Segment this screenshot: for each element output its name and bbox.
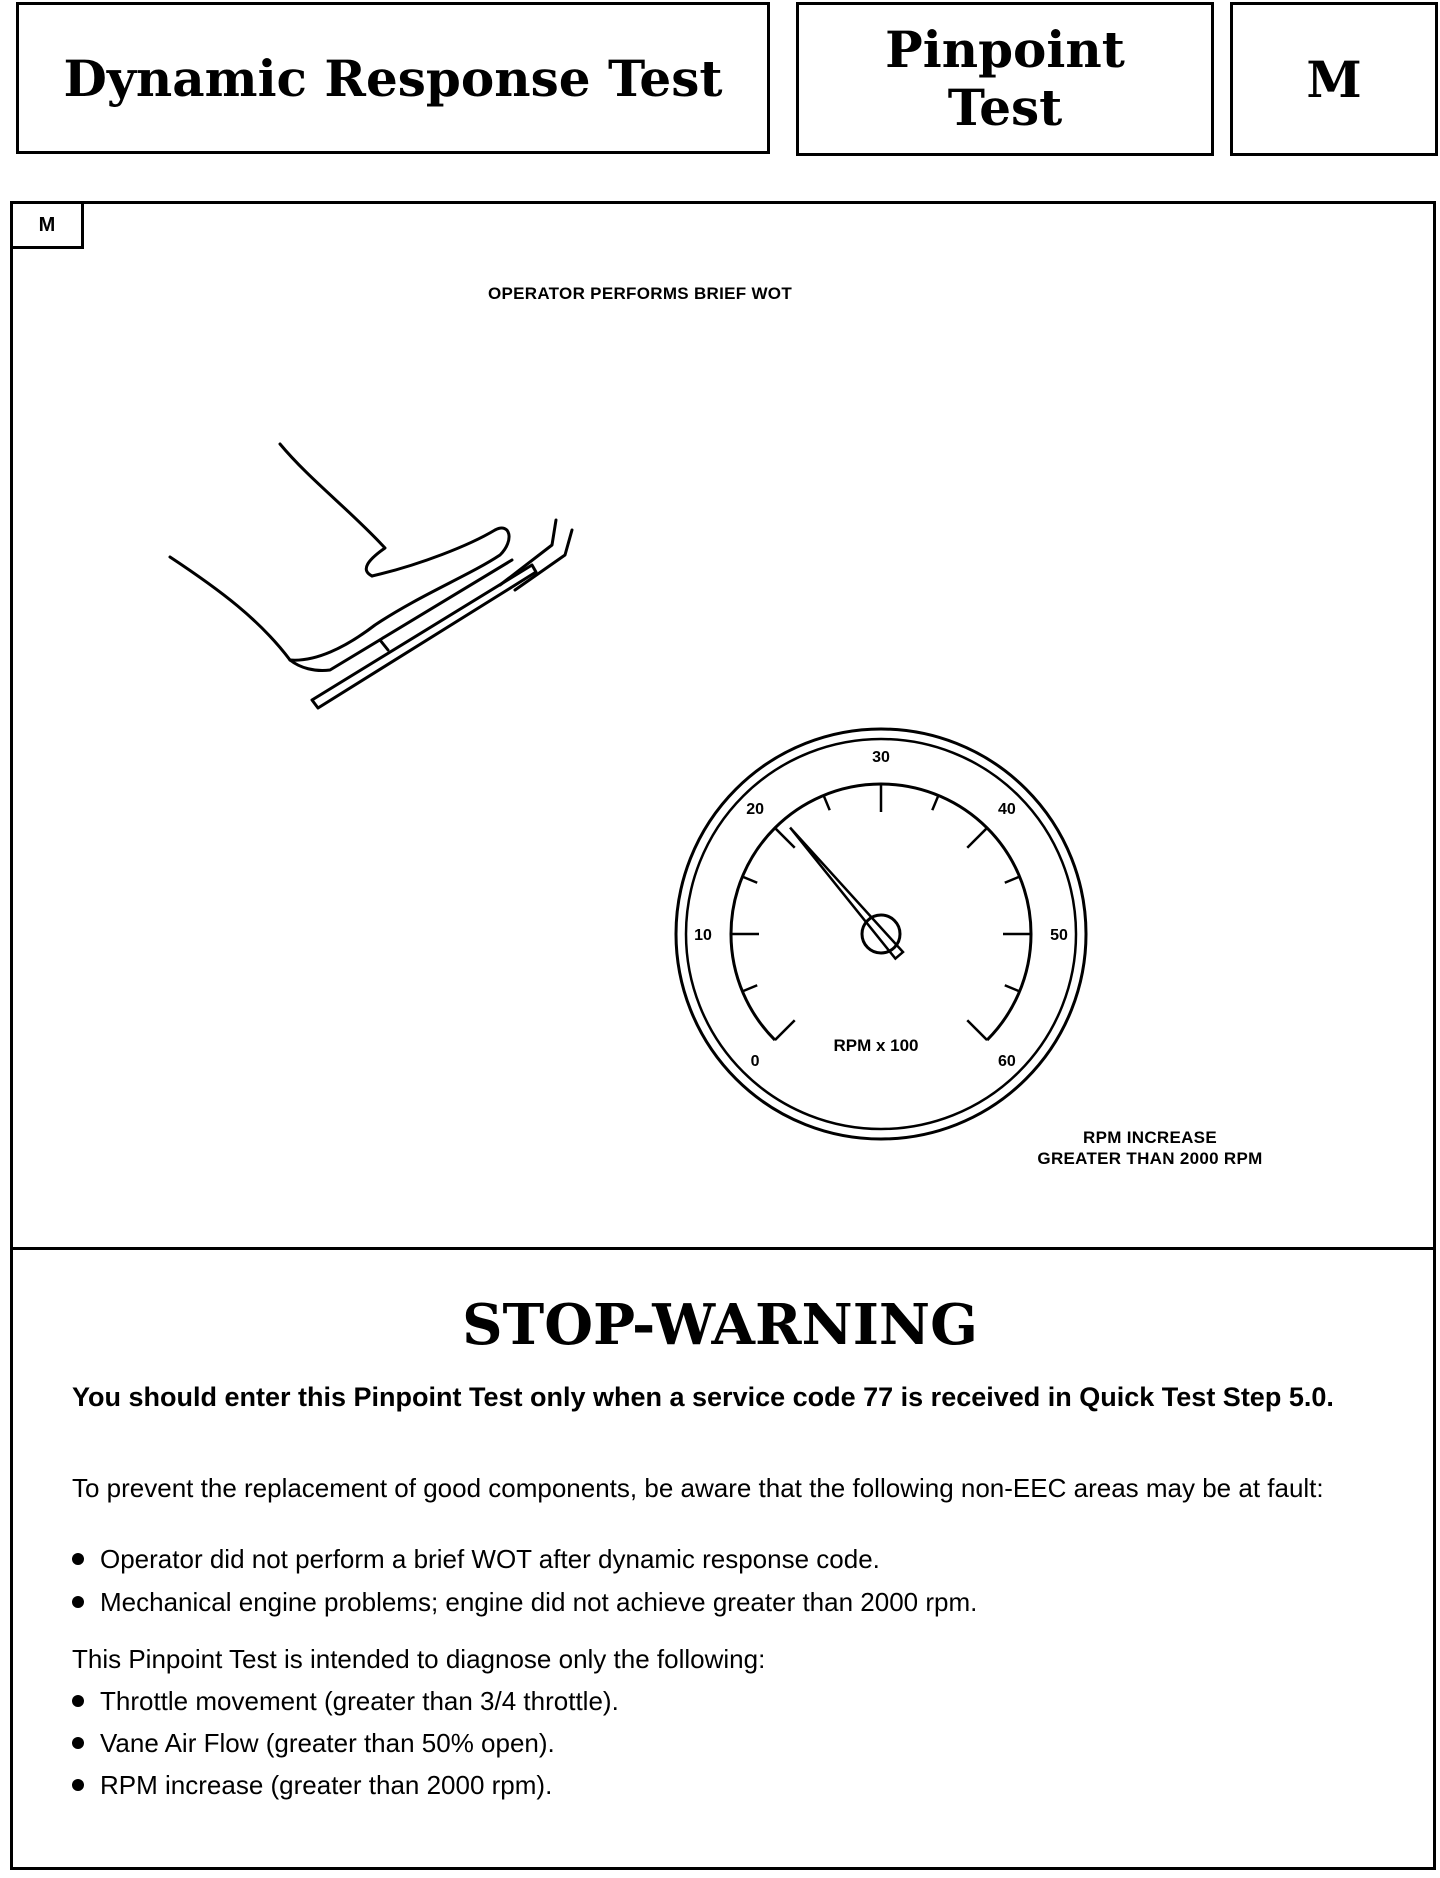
- list-item: [72, 1771, 552, 1800]
- bullet-icon: [72, 1779, 84, 1791]
- pedal-bar: [312, 565, 536, 708]
- pinpoint-label-line1: Pinpoint: [885, 20, 1125, 79]
- gauge-tick-label: 0: [750, 1052, 760, 1070]
- list-item: [72, 1588, 977, 1617]
- list-item-text: Mechanical engine problems; engine did not achieve greater than 2000 rpm.: [100, 1587, 978, 1617]
- gauge-tick-label: 50: [1050, 927, 1068, 944]
- warning-lead-text: You should enter this Pinpoint Test only when a service code 77 is received in Quick Test Step 5.0.: [72, 1382, 1334, 1412]
- bullet-icon: [72, 1737, 84, 1749]
- rpm-caption-line2: GREATER THAN 2000 RPM: [1037, 1149, 1263, 1168]
- bullet-icon: [72, 1695, 84, 1707]
- gauge-minor-tick: [1005, 877, 1020, 883]
- gauge-needle: [790, 828, 903, 959]
- gauge-tick-label: 40: [997, 801, 1016, 819]
- foot-pedal-illustration: [170, 444, 572, 708]
- leg-front-line: [280, 444, 385, 576]
- gauge-major-tick: [967, 828, 987, 848]
- warning-paragraph-1: To prevent the replacement of good components, be aware that the following non-EEC areas may be at fault:: [72, 1473, 1324, 1503]
- gauge-major-tick: [967, 1020, 987, 1040]
- list-item: [72, 1545, 880, 1574]
- gauge-minor-tick: [1005, 985, 1020, 991]
- shoe-outline: [290, 528, 509, 660]
- gauge-unit-label: RPM x 100: [833, 1036, 919, 1055]
- gauge-minor-tick: [932, 795, 938, 810]
- list-item: [72, 1687, 619, 1716]
- gauge-scale-arc: [731, 784, 1031, 1040]
- bullet-icon: [72, 1553, 84, 1565]
- gauge-tick-label: 60: [997, 1052, 1016, 1070]
- panel-code-tag: M: [10, 201, 84, 249]
- gauge-tick-label: 30: [872, 749, 890, 766]
- tachometer-gauge: [676, 729, 1086, 1139]
- stop-warning-heading: STOP-WARNING: [462, 1292, 978, 1358]
- gauge-minor-tick: [824, 795, 830, 810]
- rpm-caption-line1: RPM INCREASE: [1083, 1128, 1217, 1147]
- gauge-tick-label: 20: [746, 801, 765, 819]
- bullet-icon: [72, 1596, 84, 1608]
- list-item-text: Vane Air Flow (greater than 50% open).: [100, 1728, 555, 1758]
- pedal-pin: [380, 640, 388, 650]
- test-code: M: [1306, 49, 1362, 109]
- gauge-major-tick: [775, 1020, 795, 1040]
- gauge-minor-tick: [742, 985, 757, 991]
- warning-paragraph-2: This Pinpoint Test is intended to diagnose only the following:: [72, 1644, 766, 1674]
- list-item-text: RPM increase (greater than 2000 rpm).: [100, 1770, 553, 1800]
- test-title-text: Dynamic Response Test: [63, 48, 723, 108]
- pinpoint-label-line2: Test: [947, 78, 1063, 137]
- list-item: [72, 1729, 555, 1758]
- gauge-tick-label: 10: [694, 927, 712, 944]
- list-item-text: Operator did not perform a brief WOT after dynamic response code.: [100, 1544, 880, 1574]
- operator-wot-caption: OPERATOR PERFORMS BRIEF WOT: [487, 284, 793, 303]
- rpm-increase-caption: [990, 1127, 1310, 1169]
- leg-back-line: [170, 557, 290, 660]
- list-item-text: Throttle movement (greater than 3/4 throttle).: [100, 1686, 619, 1716]
- gauge-minor-tick: [742, 877, 757, 883]
